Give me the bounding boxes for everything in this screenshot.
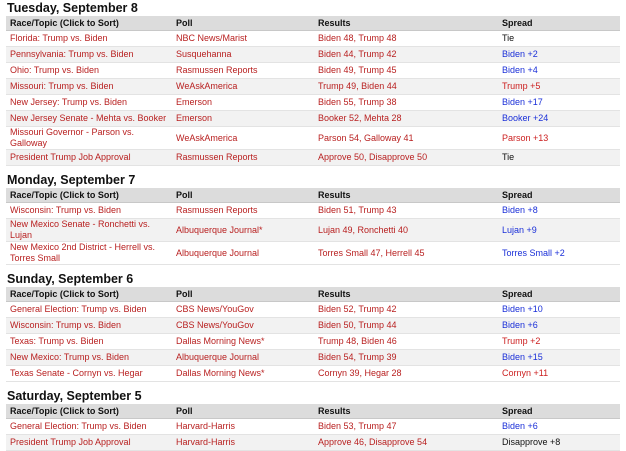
race-link[interactable]: Texas Senate - Cornyn vs. Hegar xyxy=(6,366,172,382)
results-column-header[interactable]: Results xyxy=(314,404,498,419)
spread-value: Biden +6 xyxy=(498,419,620,435)
race-link[interactable]: Texas: Trump vs. Biden xyxy=(6,334,172,350)
spread-value: Biden +17 xyxy=(498,95,620,111)
poll-link[interactable]: Rasmussen Reports xyxy=(172,150,314,166)
results-column-header[interactable]: Results xyxy=(314,16,498,31)
results-link[interactable]: Trump 49, Biden 44 xyxy=(314,79,498,95)
poll-link[interactable]: Emerson xyxy=(172,111,314,127)
results-link[interactable]: Biden 50, Trump 44 xyxy=(314,318,498,334)
table-row xyxy=(6,150,620,166)
results-link[interactable]: Approve 50, Disapprove 50 xyxy=(314,150,498,166)
spread-value: Parson +13 xyxy=(498,127,620,150)
spread-value: Tie xyxy=(498,150,620,166)
race-link[interactable]: General Election: Trump vs. Biden xyxy=(6,302,172,318)
results-link[interactable]: Torres Small 47, Herrell 45 xyxy=(314,242,498,265)
poll-link[interactable]: Albuquerque Journal xyxy=(172,350,314,366)
table-row xyxy=(6,127,620,150)
table-row xyxy=(6,318,620,334)
spread-value: Disapprove +8 xyxy=(498,435,620,451)
table-row xyxy=(6,203,620,219)
spread-column-header[interactable]: Spread xyxy=(498,188,620,203)
poll-link[interactable]: Albuquerque Journal* xyxy=(172,219,314,242)
race-column-header[interactable]: Race/Topic (Click to Sort) xyxy=(6,16,172,31)
table-header-row xyxy=(6,287,620,302)
spread-value: Trump +2 xyxy=(498,334,620,350)
day-heading: Saturday, September 5 xyxy=(7,389,142,403)
results-link[interactable]: Booker 52, Mehta 28 xyxy=(314,111,498,127)
spread-column-header[interactable]: Spread xyxy=(498,16,620,31)
spread-value: Biden +10 xyxy=(498,302,620,318)
race-link[interactable]: New Mexico: Trump vs. Biden xyxy=(6,350,172,366)
spread-value: Biden +2 xyxy=(498,47,620,63)
day-heading: Sunday, September 6 xyxy=(7,272,134,286)
spread-column-header[interactable]: Spread xyxy=(498,404,620,419)
spread-value: Biden +15 xyxy=(498,350,620,366)
race-link[interactable]: President Trump Job Approval xyxy=(6,150,172,166)
poll-link[interactable]: WeAskAmerica xyxy=(172,79,314,95)
race-link[interactable]: General Election: Trump vs. Biden xyxy=(6,419,172,435)
table-row xyxy=(6,419,620,435)
results-column-header[interactable]: Results xyxy=(314,188,498,203)
race-link[interactable]: Ohio: Trump vs. Biden xyxy=(6,63,172,79)
table-row xyxy=(6,111,620,127)
poll-link[interactable]: NBC News/Marist xyxy=(172,31,314,47)
poll-link[interactable]: WeAskAmerica xyxy=(172,127,314,150)
results-link[interactable]: Biden 52, Trump 42 xyxy=(314,302,498,318)
race-link[interactable]: Missouri: Trump vs. Biden xyxy=(6,79,172,95)
spread-value: Biden +6 xyxy=(498,318,620,334)
poll-link[interactable]: Harvard-Harris xyxy=(172,435,314,451)
poll-link[interactable]: Rasmussen Reports xyxy=(172,63,314,79)
results-link[interactable]: Biden 51, Trump 43 xyxy=(314,203,498,219)
poll-link[interactable]: Susquehanna xyxy=(172,47,314,63)
table-row xyxy=(6,302,620,318)
results-link[interactable]: Lujan 49, Ronchetti 40 xyxy=(314,219,498,242)
table-row xyxy=(6,242,620,265)
day-heading: Tuesday, September 8 xyxy=(7,1,138,15)
table-row xyxy=(6,79,620,95)
results-link[interactable]: Biden 55, Trump 38 xyxy=(314,95,498,111)
poll-link[interactable]: Albuquerque Journal xyxy=(172,242,314,265)
results-link[interactable]: Biden 53, Trump 47 xyxy=(314,419,498,435)
spread-value: Biden +8 xyxy=(498,203,620,219)
results-link[interactable]: Parson 54, Galloway 41 xyxy=(314,127,498,150)
results-link[interactable]: Trump 48, Biden 46 xyxy=(314,334,498,350)
race-link[interactable]: Missouri Governor - Parson vs. Galloway xyxy=(6,127,172,150)
table-row xyxy=(6,219,620,242)
table-row xyxy=(6,63,620,79)
results-link[interactable]: Biden 54, Trump 39 xyxy=(314,350,498,366)
race-link[interactable]: New Jersey: Trump vs. Biden xyxy=(6,95,172,111)
poll-link[interactable]: Harvard-Harris xyxy=(172,419,314,435)
spread-value: Cornyn +11 xyxy=(498,366,620,382)
table-row xyxy=(6,350,620,366)
spread-value: Tie xyxy=(498,31,620,47)
spread-value: Booker +24 xyxy=(498,111,620,127)
race-link[interactable]: President Trump Job Approval xyxy=(6,435,172,451)
race-column-header[interactable]: Race/Topic (Click to Sort) xyxy=(6,188,172,203)
race-link[interactable]: Pennsylvania: Trump vs. Biden xyxy=(6,47,172,63)
race-link[interactable]: Wisconsin: Trump vs. Biden xyxy=(6,318,172,334)
race-link[interactable]: New Mexico 2nd District - Herrell vs. Torres Small xyxy=(6,242,172,265)
results-link[interactable]: Approve 46, Disapprove 54 xyxy=(314,435,498,451)
polls-table xyxy=(6,16,620,166)
poll-link[interactable]: Dallas Morning News* xyxy=(172,366,314,382)
results-link[interactable]: Cornyn 39, Hegar 28 xyxy=(314,366,498,382)
spread-column-header[interactable]: Spread xyxy=(498,287,620,302)
table-row xyxy=(6,31,620,47)
race-column-header[interactable]: Race/Topic (Click to Sort) xyxy=(6,404,172,419)
poll-column-header[interactable]: Poll xyxy=(172,404,314,419)
table-row xyxy=(6,47,620,63)
table-row xyxy=(6,95,620,111)
spread-value: Torres Small +2 xyxy=(498,242,620,265)
polls-table xyxy=(6,287,620,382)
poll-link[interactable]: CBS News/YouGov xyxy=(172,302,314,318)
race-link[interactable]: New Mexico Senate - Ronchetti vs. Lujan xyxy=(6,219,172,242)
spread-value: Lujan +9 xyxy=(498,219,620,242)
poll-column-header[interactable]: Poll xyxy=(172,287,314,302)
race-link[interactable]: New Jersey Senate - Mehta vs. Booker xyxy=(6,111,172,127)
polls-table xyxy=(6,404,620,451)
table-row xyxy=(6,334,620,350)
results-link[interactable]: Biden 48, Trump 48 xyxy=(314,31,498,47)
poll-link[interactable]: Emerson xyxy=(172,95,314,111)
poll-column-header[interactable]: Poll xyxy=(172,188,314,203)
results-column-header[interactable]: Results xyxy=(314,287,498,302)
table-row xyxy=(6,366,620,382)
race-link[interactable]: Florida: Trump vs. Biden xyxy=(6,31,172,47)
table-header-row xyxy=(6,404,620,419)
table-header-row xyxy=(6,16,620,31)
polls-table xyxy=(6,188,620,265)
day-heading: Monday, September 7 xyxy=(7,173,136,187)
poll-column-header[interactable]: Poll xyxy=(172,16,314,31)
results-link[interactable]: Biden 49, Trump 45 xyxy=(314,63,498,79)
poll-link[interactable]: Rasmussen Reports xyxy=(172,203,314,219)
table-header-row xyxy=(6,188,620,203)
poll-link[interactable]: Dallas Morning News* xyxy=(172,334,314,350)
race-column-header[interactable]: Race/Topic (Click to Sort) xyxy=(6,287,172,302)
spread-value: Trump +5 xyxy=(498,79,620,95)
results-link[interactable]: Biden 44, Trump 42 xyxy=(314,47,498,63)
race-link[interactable]: Wisconsin: Trump vs. Biden xyxy=(6,203,172,219)
poll-link[interactable]: CBS News/YouGov xyxy=(172,318,314,334)
spread-value: Biden +4 xyxy=(498,63,620,79)
